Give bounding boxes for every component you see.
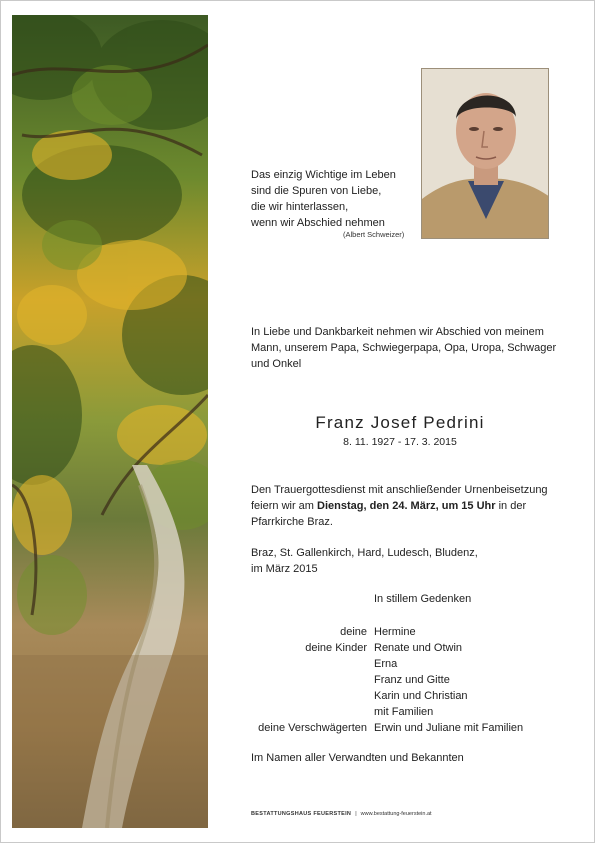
- mourner-names: Renate und Otwin: [374, 642, 463, 654]
- mourner-relation: [251, 672, 374, 688]
- mourner-row: [251, 656, 523, 672]
- mourner-names: Karin und Christian: [374, 690, 468, 702]
- closing-text: Im Namen aller Verwandten und Bekannten: [251, 752, 464, 764]
- quote-line: wenn wir Abschied nehmen: [251, 217, 385, 229]
- mourner-row: [251, 688, 523, 704]
- mourner-row: [251, 624, 523, 640]
- mourner-row: [251, 640, 523, 656]
- service-text: [251, 482, 561, 530]
- mourner-names: Erwin und Juliane mit Familien: [374, 722, 524, 734]
- mourners-list: [251, 624, 523, 736]
- mourner-row: [251, 672, 523, 688]
- mourner-names: Hermine: [374, 626, 416, 638]
- mourner-relation: deine Verschwägerten: [258, 722, 367, 734]
- funeral-home-website: www.bestattung-feuerstein.at: [360, 811, 432, 817]
- places-block: [251, 545, 561, 577]
- service-text-after: in der Pfarrkirche Braz.: [251, 500, 527, 528]
- mourner-relation: [251, 688, 374, 704]
- quote-line: Das einzig Wichtige im Leben: [251, 169, 396, 181]
- life-dates: 8. 11. 1927 - 17. 3. 2015: [343, 436, 457, 448]
- mourner-names: Erna: [374, 658, 398, 670]
- mourner-row: [251, 704, 523, 720]
- footer: [251, 811, 432, 817]
- quote-line: sind die Spuren von Liebe,: [251, 185, 382, 197]
- intro-text: In Liebe und Dankbarkeit nehmen wir Abschied von meinem Mann, unserem Papa, Schwiegerpapa, Opa, Uropa, Schwager und Onkel: [251, 326, 557, 370]
- portrait-photo: [421, 68, 549, 239]
- mourner-row: [251, 720, 523, 736]
- quote-block: [251, 167, 396, 231]
- places-line: Braz, St. Gallenkirch, Hard, Ludesch, Bludenz,: [251, 547, 478, 559]
- mourner-relation: deine: [340, 626, 367, 638]
- deceased-name: Franz Josef Pedrini: [315, 413, 485, 432]
- funeral-home-name: BESTATTUNGSHAUS FEUERSTEIN: [251, 811, 352, 817]
- mourner-relation: deine Kinder: [305, 642, 367, 654]
- forest-path-photo: [12, 15, 208, 828]
- quote-author: (Albert Schweizer): [343, 230, 405, 239]
- quote-line: die wir hinterlassen,: [251, 201, 349, 213]
- date-line: im März 2015: [251, 563, 318, 575]
- mourner-names: mit Familien: [374, 706, 434, 718]
- service-text-before: Den Trauergottesdienst mit anschließender Urnenbeisetzung feiern wir am: [251, 484, 548, 512]
- mourner-relation: [251, 656, 374, 672]
- mourner-names: Franz und Gitte: [374, 674, 450, 686]
- remembrance-text: In stillem Gedenken: [374, 593, 472, 605]
- mourner-relation: [251, 704, 374, 720]
- footer-separator: |: [355, 811, 357, 817]
- service-date-time: Dienstag, den 24. März, um 15 Uhr: [317, 500, 496, 512]
